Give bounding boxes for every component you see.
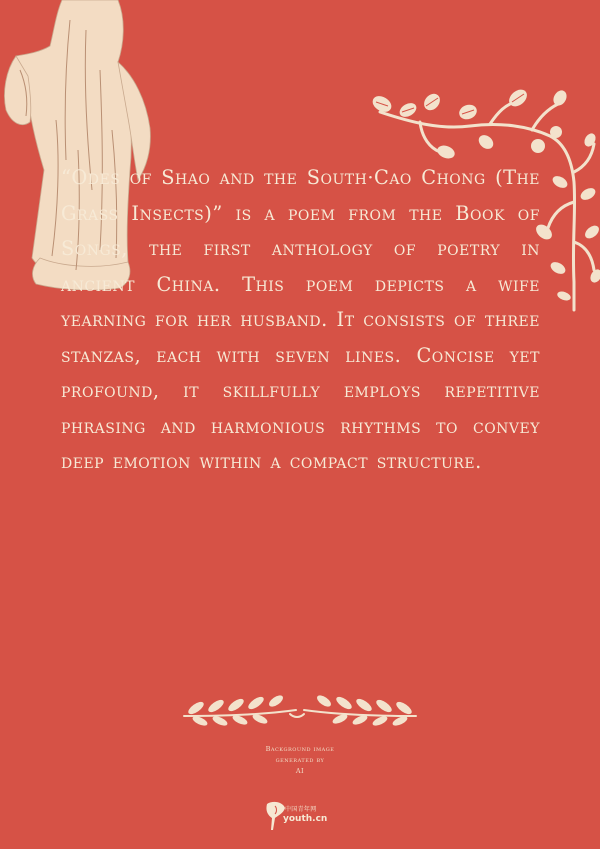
poem-description: “Odes of Shao and the South·Cao Chong (The Grass Insects)” is a poem from the Book of Songs, the first anthology of poetry in ancient China. This poem depicts a wife yearning for her husband. It consists of three stanzas, each with seven lines. Concise yet profound, it skillfully employs repetitive phrasing and harmonious rhythms to convey deep emotion within a compact structure.	[61, 166, 540, 473]
youth-cn-logo	[265, 800, 335, 840]
caption-line-1: Background image	[265, 745, 335, 753]
laurel-branch-divider	[178, 688, 422, 728]
image-credit-caption	[240, 744, 360, 777]
logo-brand-text: 中国青年网	[285, 806, 317, 813]
caption-line-2: generated by	[275, 756, 325, 764]
caption-line-3: AI	[295, 767, 305, 775]
logo-domain-text: youth.cn	[283, 814, 328, 824]
